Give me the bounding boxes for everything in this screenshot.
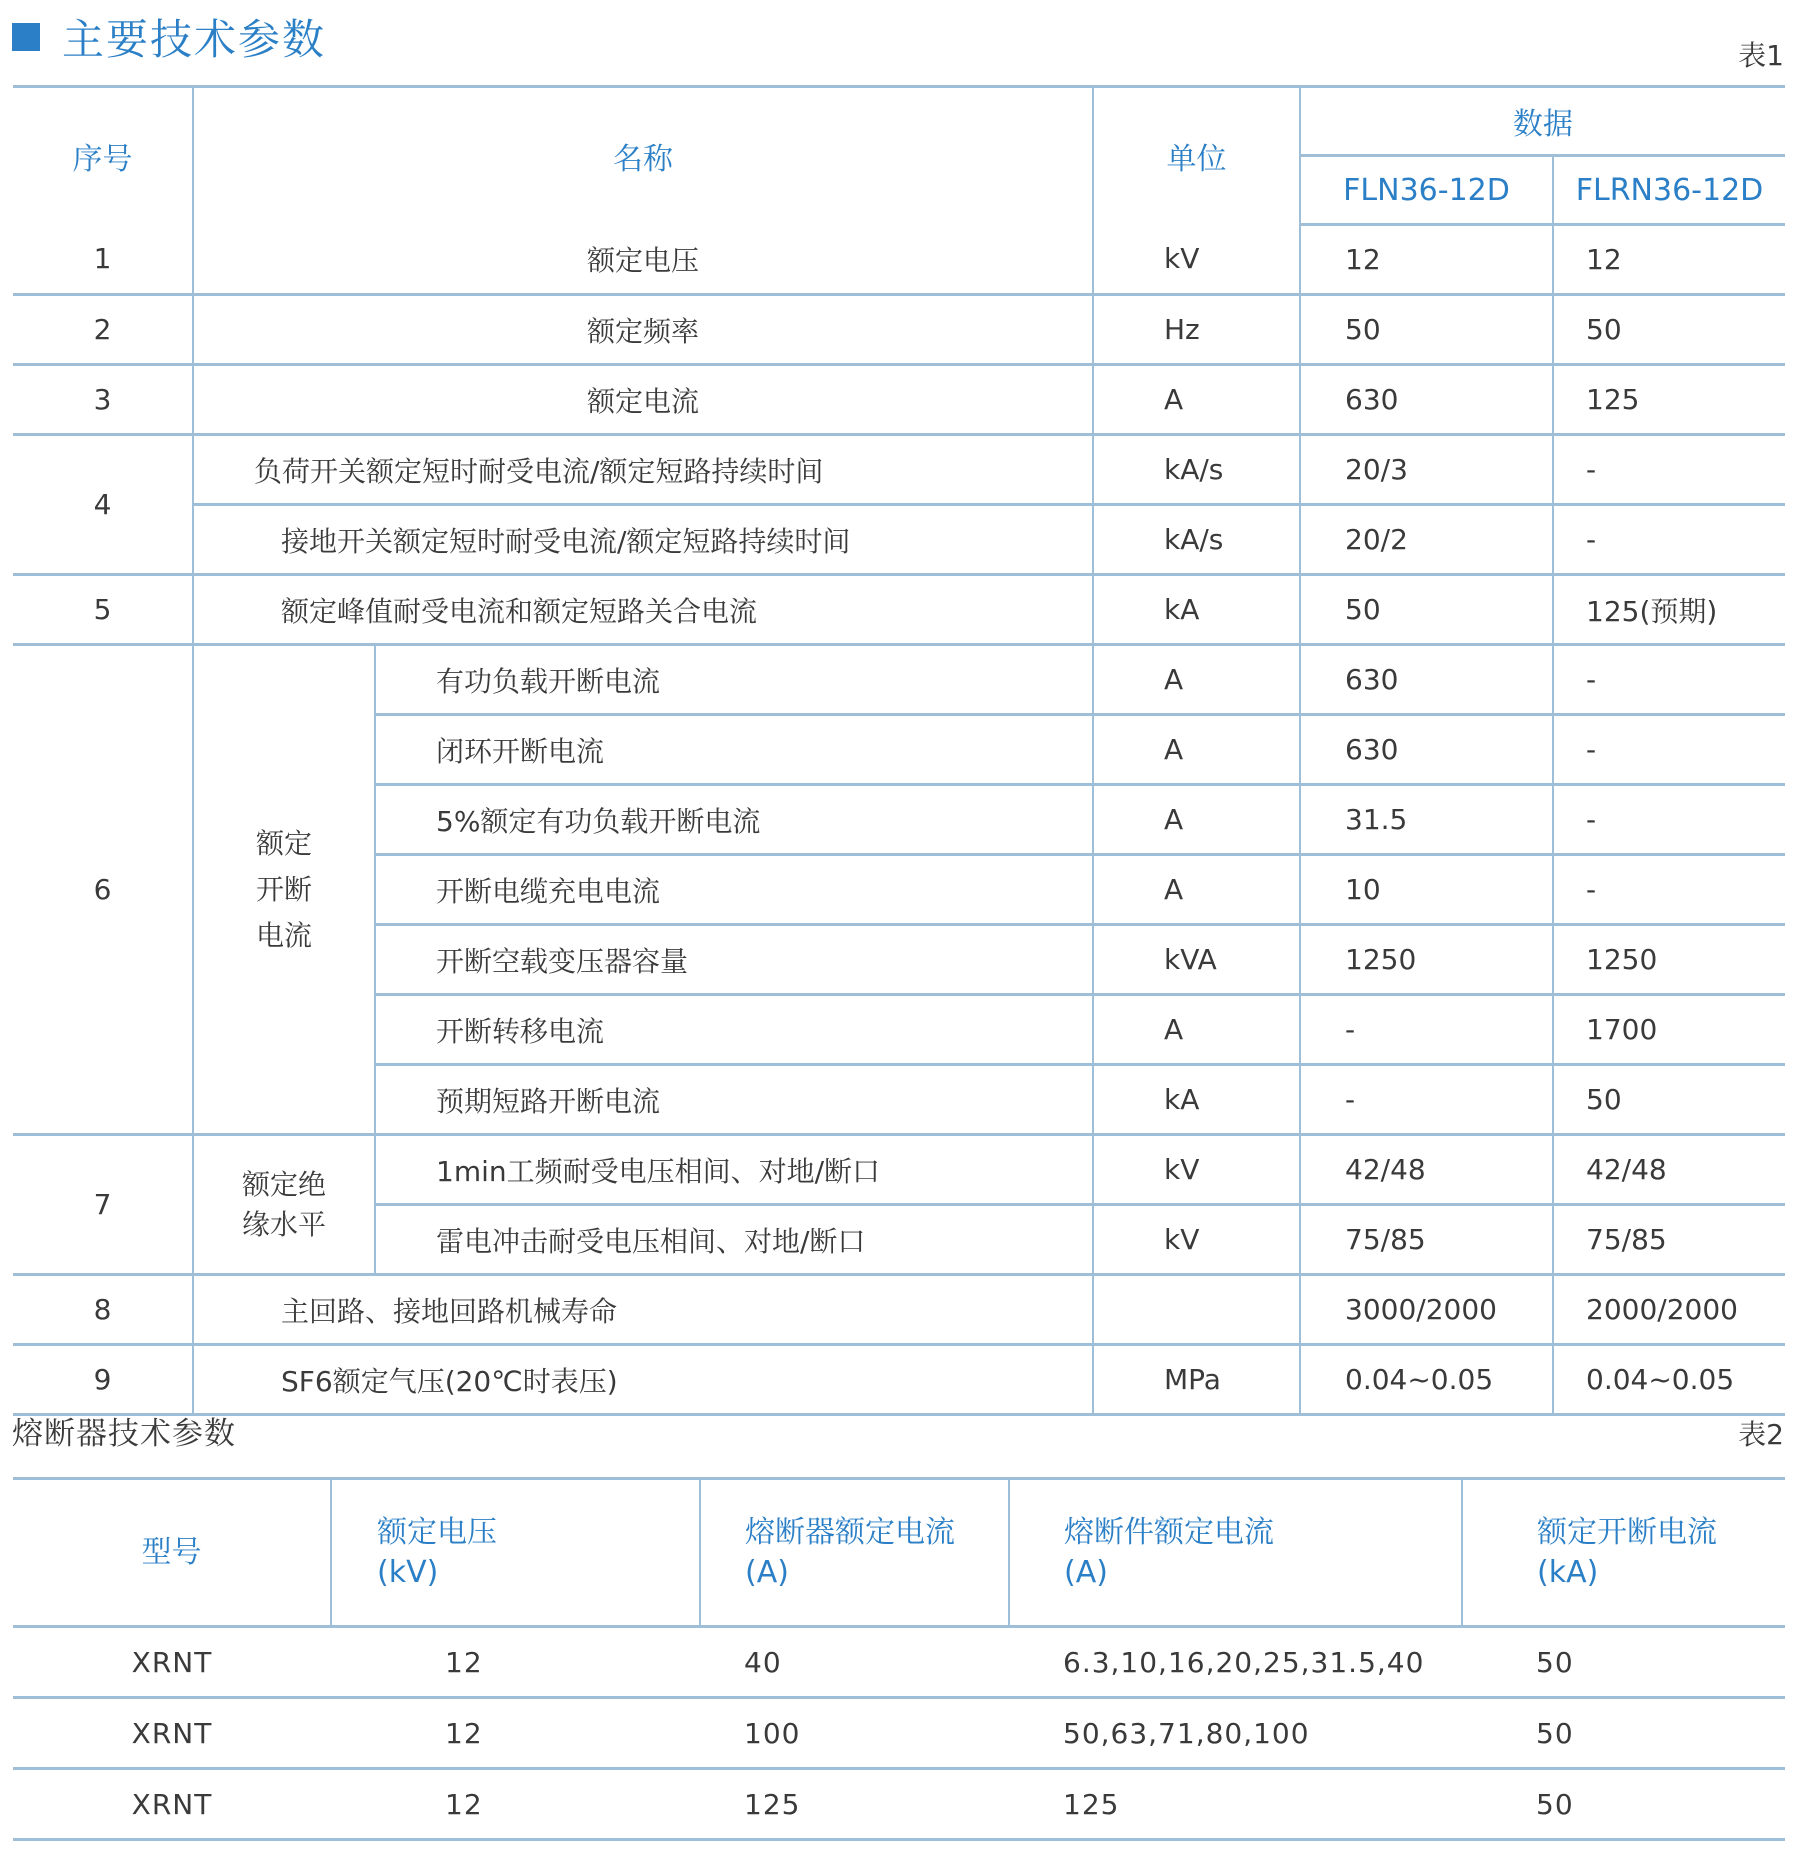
table-row: [13, 645, 1785, 715]
row-unit: kA/s: [1093, 435, 1300, 505]
row-name: 额定频率: [193, 295, 1093, 365]
cell-voltage: 12: [331, 1627, 700, 1698]
header-data: 数据: [1300, 87, 1785, 156]
section-title: 主要技术参数: [62, 15, 327, 64]
row-name: 预期短路开断电流: [375, 1065, 1093, 1135]
row-name: 1min工频耐受电压相间、对地/断口: [375, 1135, 1093, 1205]
cell-model: XRNT: [131, 1787, 213, 1821]
row-name: 5%额定有功负载开断电流: [375, 785, 1093, 855]
row-value-2: 1250: [1553, 925, 1785, 995]
row-name: 开断空载变压器容量: [375, 925, 1093, 995]
header-model2: FLRN36-12D: [1553, 156, 1785, 225]
header-model1: FLN36-12D: [1300, 156, 1553, 225]
row-value-1: 20/2: [1300, 505, 1553, 575]
header-rated-breaking-current: [1462, 1479, 1785, 1627]
row-no: 6: [13, 645, 193, 1135]
row-value-2: 50: [1553, 295, 1785, 365]
cell-fuse-current: 125: [744, 1787, 801, 1821]
row-no: 1: [13, 225, 193, 295]
cell-model: XRNT: [13, 1627, 331, 1698]
header-rated-voltage: [331, 1479, 700, 1627]
row-name: SF6额定气压(20℃时表压): [193, 1345, 1093, 1415]
cell-voltage: 12: [445, 1787, 483, 1821]
table1-number: 表1: [1738, 39, 1784, 72]
row-value-2: -: [1553, 435, 1785, 505]
row-unit: kA/s: [1093, 505, 1300, 575]
row-name: 额定峰值耐受电流和额定短路关合电流: [193, 575, 1093, 645]
header-line: 型号: [141, 1534, 202, 1570]
cell-voltage: 12: [331, 1698, 700, 1769]
header-line: 熔断件额定电流: [1064, 1514, 1274, 1550]
table-row: [13, 1769, 1785, 1840]
row-value-1: 10: [1300, 855, 1553, 925]
row-unit: Hz: [1093, 295, 1300, 365]
row-no: 4: [13, 435, 193, 575]
row-name: 闭环开断电流: [375, 715, 1093, 785]
group-label-line: 额定绝: [241, 1167, 326, 1201]
row-value-2: -: [1553, 785, 1785, 855]
header-model: [13, 1479, 331, 1627]
row-value-1: 50: [1300, 575, 1553, 645]
header-unit-line: (kV): [377, 1554, 439, 1590]
row-value-1: 12: [1300, 225, 1553, 295]
row-unit: kV: [1093, 1205, 1300, 1275]
table2-number: 表2: [1738, 1418, 1784, 1451]
group-label-line: 电流: [255, 918, 312, 952]
row-value-1: 75/85: [1300, 1205, 1553, 1275]
row-value-2: 1700: [1553, 995, 1785, 1065]
row-value-2: 75/85: [1553, 1205, 1785, 1275]
header-line: 额定电压: [377, 1514, 497, 1550]
group-label-insulation-level: [193, 1135, 375, 1275]
row-value-1: -: [1300, 995, 1553, 1065]
row-value-1: 20/3: [1300, 435, 1553, 505]
header-fuse-rated-current: [700, 1479, 1009, 1627]
row-unit: A: [1093, 995, 1300, 1065]
row-no: 9: [13, 1345, 193, 1415]
row-unit: A: [1093, 365, 1300, 435]
cell-link-current: 6.3,10,16,20,25,31.5,40: [1009, 1627, 1462, 1698]
row-no: 7: [13, 1135, 193, 1275]
group-label-line: 额定: [255, 826, 312, 860]
row-value-2: 42/48: [1553, 1135, 1785, 1205]
row-value-1: 42/48: [1300, 1135, 1553, 1205]
group-label-line: 缘水平: [241, 1207, 326, 1241]
row-unit: A: [1093, 715, 1300, 785]
header-unit: 单位: [1093, 87, 1300, 225]
row-no: 3: [13, 365, 193, 435]
header-name: 名称: [193, 87, 1093, 225]
group-label-breaking-current: [193, 645, 375, 1135]
row-name: 额定电流: [193, 365, 1093, 435]
header-line: 额定开断电流: [1537, 1514, 1717, 1550]
row-value-2: -: [1553, 645, 1785, 715]
row-value-1: 630: [1300, 365, 1553, 435]
row-unit: kA: [1093, 1065, 1300, 1135]
row-unit: kA: [1093, 575, 1300, 645]
header-unit-line: (A): [1064, 1554, 1108, 1590]
row-name: 开断电缆充电电流: [375, 855, 1093, 925]
row-name: 接地开关额定短时耐受电流/额定短路持续时间: [193, 505, 1093, 575]
row-name: 负荷开关额定短时耐受电流/额定短路持续时间: [193, 435, 1093, 505]
row-no: 5: [13, 575, 193, 645]
row-unit: kV: [1093, 1135, 1300, 1205]
cell-fuse-current: 40: [700, 1627, 1009, 1698]
cell-link-current: 50,63,71,80,100: [1009, 1698, 1462, 1769]
row-value-1: 50: [1300, 295, 1553, 365]
row-value-2: 125(预期): [1553, 575, 1785, 645]
header-unit-line: (A): [745, 1554, 789, 1590]
cell-breaking-current: 50: [1462, 1627, 1785, 1698]
row-value-2: -: [1553, 855, 1785, 925]
row-value-1: 3000/2000: [1300, 1275, 1553, 1345]
row-value-2: 0.04~0.05: [1586, 1363, 1735, 1396]
row-no: 8: [13, 1275, 193, 1345]
header-fuse-link-rated-current: [1009, 1479, 1462, 1627]
row-value-2: -: [1553, 715, 1785, 785]
cell-fuse-current: 100: [700, 1698, 1009, 1769]
table-row: [13, 505, 1785, 575]
header-no: 序号: [13, 87, 193, 225]
row-unit: A: [1093, 855, 1300, 925]
row-name: 主回路、接地回路机械寿命: [193, 1275, 1093, 1345]
table-row: [13, 1135, 1785, 1205]
table-row: [13, 1627, 1785, 1698]
cell-breaking-current: 50: [1536, 1787, 1574, 1821]
row-unit: [1093, 1275, 1300, 1345]
row-no: 2: [13, 295, 193, 365]
table-row: [13, 295, 1785, 365]
row-unit: kVA: [1093, 925, 1300, 995]
row-value-2: -: [1553, 505, 1785, 575]
row-value-1: 31.5: [1300, 785, 1553, 855]
row-value-2: 2000/2000: [1553, 1275, 1785, 1345]
row-name: 开断转移电流: [375, 995, 1093, 1065]
table-row: [13, 575, 1785, 645]
header-line: 熔断器额定电流: [745, 1514, 955, 1550]
table-row: [13, 435, 1785, 505]
row-unit: MPa: [1093, 1345, 1300, 1415]
section-heading: [12, 6, 326, 68]
row-value-2: 125: [1553, 365, 1785, 435]
row-value-2: 12: [1553, 225, 1785, 295]
heading-square-icon: [12, 23, 40, 51]
row-value-1: 630: [1300, 645, 1553, 715]
row-unit: A: [1093, 785, 1300, 855]
row-unit: kV: [1093, 225, 1300, 295]
row-name: 有功负载开断电流: [375, 645, 1093, 715]
row-value-2: 50: [1553, 1065, 1785, 1135]
group-label-line: 开断: [255, 872, 312, 906]
row-value-1: 630: [1300, 715, 1553, 785]
table-row: [13, 1698, 1785, 1769]
table-row: [13, 365, 1785, 435]
main-parameters-table: [13, 85, 1785, 1416]
row-value-1: -: [1300, 1065, 1553, 1135]
table-row: [13, 225, 1785, 295]
fuse-parameters-table: [13, 1477, 1785, 1841]
table-row: [13, 1275, 1785, 1345]
cell-link-current: 125: [1063, 1787, 1120, 1821]
row-value-1: 0.04~0.05: [1300, 1345, 1553, 1415]
row-name: 额定电压: [193, 225, 1093, 295]
fuse-section-title: 熔断器技术参数: [12, 1416, 236, 1452]
cell-model: XRNT: [13, 1698, 331, 1769]
row-value-1: 1250: [1300, 925, 1553, 995]
row-name: 雷电冲击耐受电压相间、对地/断口: [375, 1205, 1093, 1275]
header-unit-line: (kA): [1537, 1554, 1599, 1590]
table-row: [13, 1345, 1785, 1415]
cell-breaking-current: 50: [1462, 1698, 1785, 1769]
row-unit: A: [1093, 645, 1300, 715]
